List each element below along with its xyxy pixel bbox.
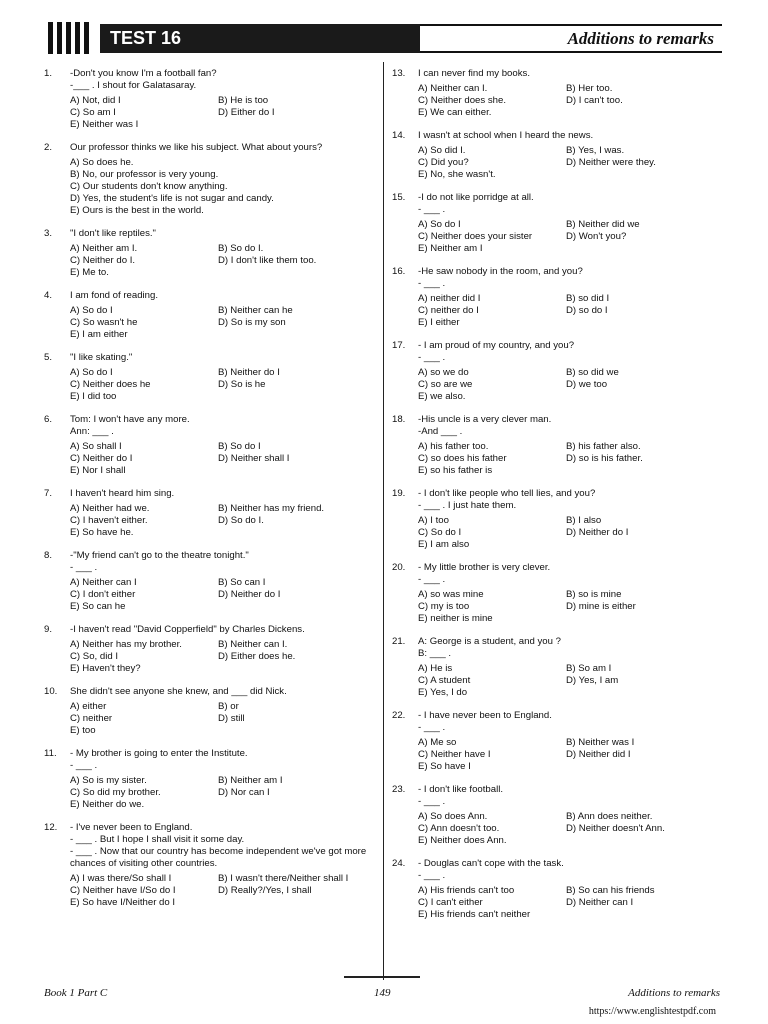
answer-option[interactable]: E) Neither am I [418,243,483,254]
answer-option[interactable]: B) Neither has my friend. [218,503,325,514]
page-number: 149 [374,987,391,999]
answer-option[interactable]: A) either [70,701,107,712]
answer-option[interactable]: C) I don't either [70,589,136,600]
question-text: A: George is a student, and you ? [418,636,561,647]
question-prompt [392,68,722,80]
answer-option[interactable]: D) Neither were they. [566,157,656,168]
question-prompt [44,822,374,834]
answer-option[interactable]: C) Ann doesn't too. [418,823,500,834]
footer-book-label: Book 1 Part C [44,987,108,999]
question-number: 17. [392,340,406,351]
answer-option[interactable]: A) Neither had we. [70,503,150,514]
question-prompt [392,192,722,204]
question-number: 9. [44,624,53,635]
question-item [44,686,374,737]
question-text-line: - ___ . [418,796,446,807]
question-item [44,414,374,477]
answer-option[interactable]: C) Our students don't know anything. [70,181,228,192]
question-prompt [392,130,722,142]
answer-option[interactable]: E) His friends can't neither [418,909,531,920]
question-text: - I don't like football. [418,784,504,795]
answer-option[interactable]: A) So is my sister. [70,775,147,786]
question-number: 6. [44,414,53,425]
question-text: I haven't heard him sing. [70,488,175,499]
answer-option[interactable]: A) He is [418,663,453,674]
answer-option[interactable]: C) Neither does he [70,379,151,390]
answer-option[interactable]: E) Nor I shall [70,465,126,476]
answer-option[interactable]: E) No, she wasn't. [418,169,496,180]
answer-option[interactable]: A) So do I [70,305,113,316]
answer-options [44,243,374,279]
question-text: I wasn't at school when I heard the news. [418,130,594,141]
question-item [44,228,374,279]
answer-option[interactable]: A) So did I. [418,145,466,156]
question-text-line: - ___ . [418,204,446,215]
answer-option[interactable]: A) neither did I [418,293,481,304]
answer-option[interactable]: D) I don't like them too. [218,255,317,266]
answer-options [44,775,374,811]
question-prompt [44,624,374,636]
question-item [392,562,722,625]
answer-option[interactable]: E) Neither was I [70,119,139,130]
answer-option[interactable]: A) Neither has my brother. [70,639,182,650]
question-prompt [392,266,722,278]
answer-option[interactable]: C) A student [418,675,471,686]
question-text: - I have never been to England. [418,710,552,721]
question-prompt [44,488,374,500]
answer-option[interactable]: D) Neither do I [566,527,629,538]
answer-option[interactable]: C) Neither does she. [418,95,506,106]
answer-options [392,145,722,181]
answer-option[interactable]: B) so did I [566,293,610,304]
answer-options [44,873,374,909]
answer-option[interactable]: D) Won't you? [566,231,627,242]
question-item [44,290,374,341]
answer-option[interactable]: D) Neither do I [218,589,281,600]
question-prompt [44,414,374,426]
page-header [48,22,722,54]
answer-option[interactable]: D) Nor can I [218,787,270,798]
question-text: -His uncle is a very clever man. [418,414,552,425]
question-text: -"My friend can't go to the theatre tonight." [70,550,249,561]
answer-option[interactable]: D) mine is either [566,601,636,612]
answer-option[interactable]: B) Ann does neither. [566,811,653,822]
question-text-line: Ann: ___ . [70,426,114,437]
answer-option[interactable]: C) so does his father [418,453,507,464]
question-prompt [44,142,374,154]
answer-options [44,441,374,477]
answer-option[interactable]: C) Did you? [418,157,469,168]
answer-option[interactable]: B) Neither am I [218,775,283,786]
question-text: - I've never been to England. [70,822,193,833]
question-number: 23. [392,784,406,795]
question-number: 22. [392,710,406,721]
answer-option[interactable]: A) So does Ann. [418,811,488,822]
answer-options [392,441,722,477]
footer-url: https://www.englishtestpdf.com [588,1006,716,1017]
answer-options [392,663,722,699]
answer-options [392,515,722,551]
answer-option[interactable]: D) we too [566,379,608,390]
answer-option[interactable]: A) Neither am I. [70,243,138,254]
question-number: 4. [44,290,53,301]
question-text: - My little brother is very clever. [418,562,551,573]
question-item [392,340,722,403]
question-text: -He saw nobody in the room, and you? [418,266,583,277]
question-item [392,192,722,255]
answer-option[interactable]: A) I was there/So shall I [70,873,172,884]
answer-option[interactable]: B) Neither was I [566,737,635,748]
answer-options [392,367,722,403]
answer-option[interactable]: A) Not, did I [70,95,121,106]
question-item [392,414,722,477]
answer-option[interactable]: A) So do I [70,367,113,378]
question-prompt [392,488,722,500]
question-text-line: -And ___ . [418,426,463,437]
question-prompt [44,228,374,240]
answer-options [44,701,374,737]
answer-option[interactable]: E) Me to. [70,267,109,278]
question-number: 11. [44,748,57,759]
answer-option[interactable]: A) Neither can I [70,577,137,588]
answer-option[interactable]: E) Ours is the best in the world. [70,205,204,216]
answer-options [392,811,722,847]
question-prompt [44,290,374,302]
answer-option[interactable]: E) We can either. [418,107,492,118]
question-number: 19. [392,488,406,499]
answer-option[interactable]: A) So do I [418,219,461,230]
answer-option[interactable]: B) Neither do I [218,367,280,378]
question-number: 24. [392,858,406,869]
answer-options [392,219,722,255]
answer-options [44,639,374,675]
answer-option[interactable]: E) Haven't they? [70,663,141,674]
question-text-line: - ___ . [418,722,446,733]
answer-option[interactable]: B) or [218,701,239,712]
section-subtitle: Additions to remarks [420,24,722,53]
footer-rule [344,976,420,978]
question-text-line: B: ___ . [418,648,452,659]
answer-option[interactable]: E) neither is mine [418,613,493,624]
header-bars-decoration [48,22,98,54]
answer-option[interactable]: B) He is too [218,95,269,106]
answer-option[interactable]: C) I haven't either. [70,515,148,526]
question-text: Tom: I won't have any more. [70,414,190,425]
answer-option[interactable]: D) Really?/Yes, I shall [218,885,312,896]
answer-option[interactable]: C) Neither do I. [70,255,136,266]
answer-option[interactable]: D) Either do I [218,107,275,118]
footer-section-label: Additions to remarks [628,987,720,999]
answer-options [44,305,374,341]
question-number: 13. [392,68,406,79]
question-number: 10. [44,686,58,697]
question-prompt [392,858,722,870]
question-text-line: - ___ . [70,562,98,573]
question-number: 8. [44,550,53,561]
answer-option[interactable]: D) still [218,713,245,724]
question-item [392,130,722,181]
question-item [44,488,374,539]
question-text-line: - ___ . [418,870,446,881]
question-item [44,822,374,909]
question-prompt [392,636,722,648]
question-prompt [392,562,722,574]
answer-option[interactable]: C) my is too [418,601,470,612]
question-text: - I don't like people who tell lies, and you? [418,488,596,499]
answer-option[interactable]: B) So am I [566,663,612,674]
answer-option[interactable]: C) Neither does your sister [418,231,533,242]
answer-option[interactable]: A) Me so [418,737,457,748]
answer-option[interactable]: C) neither do I [418,305,479,316]
answer-option[interactable]: C) Neither have I/So do I [70,885,176,896]
answer-options [44,503,374,539]
answer-option[interactable]: C) so are we [418,379,473,390]
answer-option[interactable]: E) I did too [70,391,117,402]
question-text: I am fond of reading. [70,290,158,301]
question-text: She didn't see anyone she knew, and ___ did Nick. [70,686,287,697]
answer-option[interactable]: C) neither [70,713,113,724]
answer-option[interactable]: B) his father also. [566,441,641,452]
answer-option[interactable]: C) So did my brother. [70,787,161,798]
answer-option[interactable]: E) Neither does Ann. [418,835,507,846]
question-prompt [44,686,374,698]
answer-option[interactable]: E) So have I/Neither do I [70,897,176,908]
question-number: 16. [392,266,406,277]
question-text-line: - ___ . [70,760,98,771]
question-item [44,550,374,613]
answer-option[interactable]: E) I am either [70,329,128,340]
answer-option[interactable]: D) so do I [566,305,608,316]
answer-option[interactable]: D) so is his father. [566,453,643,464]
question-prompt [44,550,374,562]
question-text: - Douglas can't cope with the task. [418,858,564,869]
answer-options [392,885,722,921]
answer-option[interactable]: A) his father too. [418,441,489,452]
question-number: 18. [392,414,406,425]
answer-option[interactable]: C) So do I [418,527,462,538]
answer-option[interactable]: C) So, did I [70,651,118,662]
answer-options [44,577,374,613]
answer-option[interactable]: A) His friends can't too [418,885,515,896]
answer-option[interactable]: D) Yes, I am [566,675,619,686]
question-number: 5. [44,352,53,363]
answer-option[interactable]: D) Neither did I [566,749,631,760]
answer-options [392,737,722,773]
question-text: -I do not like porridge at all. [418,192,534,203]
answer-option[interactable]: B) so did we [566,367,619,378]
question-number: 3. [44,228,53,239]
answer-option[interactable]: B) I wasn't there/Neither shall I [218,873,349,884]
question-text-line: - ___ . Now that our country has become independent we've got more chances of visiting other countries. [70,846,367,869]
question-item [44,352,374,403]
column-divider [383,62,384,980]
question-item [392,636,722,699]
answer-option[interactable]: E) So can he [70,601,126,612]
question-number: 20. [392,562,406,573]
question-text-line: -___ . I shout for Galatasaray. [70,80,197,91]
answer-option[interactable]: B) No, our professor is very young. [70,169,219,180]
answer-option[interactable]: C) So am I [70,107,116,118]
answer-option[interactable]: C) So wasn't he [70,317,138,328]
answer-options [44,157,374,217]
answer-option[interactable]: A) So does he. [70,157,134,168]
answer-options [44,367,374,403]
answer-option[interactable]: D) Neither doesn't Ann. [566,823,665,834]
answer-option[interactable]: D) Neither can I [566,897,634,908]
question-text-line: - ___ . [418,352,446,363]
question-number: 21. [392,636,406,647]
question-number: 2. [44,142,53,153]
answer-options [44,95,374,131]
answer-option[interactable]: D) I can't too. [566,95,623,106]
question-item [44,142,374,217]
answer-option[interactable]: B) So do I [218,441,261,452]
question-item [392,68,722,119]
answer-option[interactable]: E) so his father is [418,465,493,476]
answer-options [392,83,722,119]
question-item [44,68,374,131]
right-question-column [392,68,722,932]
answer-options [392,293,722,329]
question-text: "I like skating." [70,352,133,363]
question-prompt [392,414,722,426]
question-item [392,858,722,921]
answer-option[interactable]: C) Neither have I [418,749,491,760]
question-text: - I am proud of my country, and you? [418,340,575,351]
question-item [392,488,722,551]
question-number: 14. [392,130,406,141]
question-prompt [44,68,374,80]
question-number: 15. [392,192,406,203]
answer-option[interactable]: D) Either does he. [218,651,296,662]
question-item [44,624,374,675]
answer-option[interactable]: A) So shall I [70,441,122,452]
question-text-line: - ___ . But I hope I shall visit it some day. [70,834,245,845]
question-text: "I don't like reptiles." [70,228,156,239]
question-number: 12. [44,822,58,833]
answer-option[interactable]: E) we also. [418,391,466,402]
question-text-line: - ___ . [418,278,446,289]
answer-option[interactable]: E) Yes, I do [418,687,468,698]
answer-option[interactable]: C) I can't either [418,897,483,908]
question-prompt [392,784,722,796]
answer-option[interactable]: A) Neither can I. [418,83,488,94]
answer-option[interactable]: E) So have he. [70,527,134,538]
answer-option[interactable]: D) So do I. [218,515,264,526]
answer-option[interactable]: A) I too [418,515,449,526]
answer-options [392,589,722,625]
question-text: -I haven't read "David Copperfield" by Charles Dickens. [70,624,305,635]
answer-option[interactable]: B) So can I [218,577,266,588]
question-text: -Don't you know I'm a football fan? [70,68,217,79]
answer-option[interactable]: D) So is he [218,379,266,390]
answer-option[interactable]: E) So have I [418,761,471,772]
question-text: - My brother is going to enter the Institute. [70,748,248,759]
test-title: TEST 16 [100,24,420,53]
answer-option[interactable]: B) Her too. [566,83,613,94]
question-text: I can never find my books. [418,68,530,79]
question-prompt [392,340,722,352]
answer-option[interactable]: E) too [70,725,96,736]
answer-option[interactable]: B) Neither did we [566,219,640,230]
answer-option[interactable]: C) Neither do I [70,453,133,464]
question-prompt [44,352,374,364]
question-text-line: - ___ . I just hate them. [418,500,517,511]
answer-option[interactable]: D) Neither shall I [218,453,290,464]
question-item [392,784,722,847]
answer-option[interactable]: B) Yes, I was. [566,145,625,156]
question-number: 7. [44,488,53,499]
answer-option[interactable]: A) so was mine [418,589,484,600]
answer-option[interactable]: E) Neither do we. [70,799,145,810]
question-prompt [44,748,374,760]
answer-option[interactable]: B) So do I. [218,243,264,254]
question-text-line: - ___ . [418,574,446,585]
answer-option[interactable]: B) Neither can he [218,305,293,316]
question-item [392,266,722,329]
answer-option[interactable]: E) I either [418,317,460,328]
left-question-column [44,68,374,920]
answer-option[interactable]: D) So is my son [218,317,286,328]
question-item [44,748,374,811]
answer-option[interactable]: E) I am also [418,539,470,550]
answer-option[interactable]: B) I also [566,515,602,526]
question-prompt [392,710,722,722]
question-number: 1. [44,68,53,79]
answer-option[interactable]: B) so is mine [566,589,622,600]
question-item [392,710,722,773]
answer-option[interactable]: A) so we do [418,367,469,378]
answer-option[interactable]: B) So can his friends [566,885,655,896]
answer-option[interactable]: B) Neither can I. [218,639,288,650]
question-text: Our professor thinks we like his subject. What about yours? [70,142,323,153]
answer-option[interactable]: D) Yes, the student's life is not sugar and candy. [70,193,274,204]
